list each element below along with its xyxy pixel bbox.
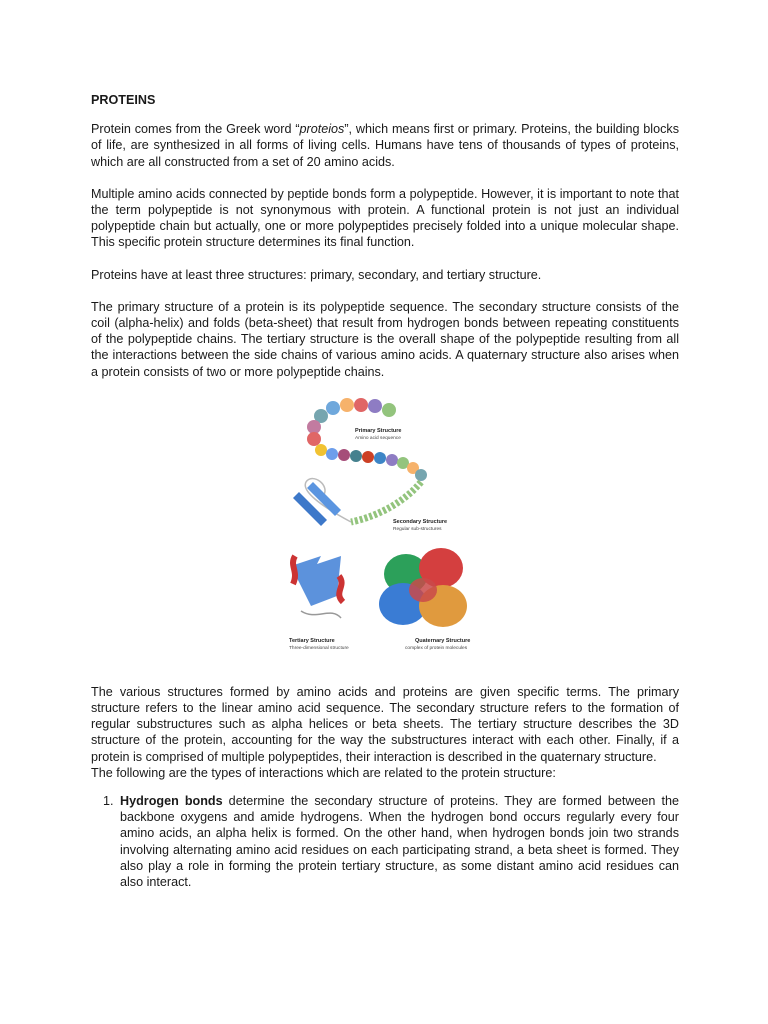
quaternary-structure-model xyxy=(379,548,467,627)
interactions-list xyxy=(91,793,679,890)
bead xyxy=(354,398,368,412)
paragraph-interactions-intro: The following are the types of interactions which are related to the protein structure: xyxy=(91,765,556,780)
bead xyxy=(362,451,374,463)
bead xyxy=(374,452,386,464)
bead xyxy=(307,420,321,434)
greek-word: proteios xyxy=(299,122,345,137)
bead xyxy=(350,450,362,462)
quaternary-structure-label: Quaternary Structure xyxy=(415,637,471,644)
primary-structure-sublabel: Amino acid sequence xyxy=(355,435,401,441)
document-page xyxy=(91,92,679,890)
paragraph-structure-terms: The various structures formed by amino acids and proteins are given specific terms. The primary structure refers to the linear amino acid sequence. The secondary structure refers to the formation of regular substructures such as alpha helices or beta sheets. The tertiary structure describes the 3D structure of the protein, accounting for the way the substructures interact with each other. Finally, if a protein is comprised of multiple polypeptides, their interaction is described in the quaternary structure. xyxy=(91,684,679,764)
tertiary-structure-sublabel: Three-dimensional structure xyxy=(289,645,349,651)
bead xyxy=(382,403,396,417)
bead xyxy=(338,449,350,461)
bead xyxy=(326,448,338,460)
bead xyxy=(386,454,398,466)
bead xyxy=(326,401,340,415)
secondary-structure-label: Secondary Structure xyxy=(393,518,448,525)
alpha-helix xyxy=(351,482,421,522)
tertiary-structure-model xyxy=(291,556,343,618)
bead xyxy=(315,444,327,456)
bead xyxy=(415,469,427,481)
paragraph-polypeptide: Multiple amino acids connected by peptide bonds form a polypeptide. However, it is important to note that the term polypeptide is not synonymous with protein. A functional protein is not just an individual polypeptide chain but actually, one or more polypeptides precisely folded into a unique molecular shape. This specific protein structure determines its final function. xyxy=(91,186,679,250)
paragraph-intro xyxy=(91,121,679,170)
paragraph-structure-levels: The primary structure of a protein is its polypeptide sequence. The secondary structure consists of the coil (alpha-helix) and folds (beta-sheet) that result from hydrogen bonds between repeating constituents of the polypeptide chains. The tertiary structure is the overall shape of the polypeptide resulting from all the interactions between the side chains of various amino acids. A quaternary structure also arises when a protein consists of two or more polypeptide chains. xyxy=(91,299,679,379)
bead xyxy=(340,398,354,412)
bead xyxy=(307,432,321,446)
protein-structure-figure xyxy=(91,396,679,668)
page-title: PROTEINS xyxy=(91,93,156,107)
protein-structure-illustration xyxy=(281,396,491,658)
list-item-term: Hydrogen bonds xyxy=(120,794,223,809)
list-item xyxy=(117,793,679,890)
quaternary-structure-sublabel: complex of protein molecules xyxy=(405,645,468,651)
paragraph-structures-intro: Proteins have at least three structures: primary, secondary, and tertiary structure. xyxy=(91,267,542,282)
bead xyxy=(368,399,382,413)
list-item-text: determine the secondary structure of proteins. They are formed between the backbone oxygens and amide hydrogens. When the hydrogen bond occurs regularly every four amino acids, an alpha helix is formed. On the other hand, when hydrogen bonds join two strands involving alternating amino acid residues on each participating strand, a beta sheet is formed. They also play a role in forming the protein tertiary structure, as some distant amino acid residues can also interact. xyxy=(120,794,679,890)
primary-structure-label: Primary Structure xyxy=(355,427,402,434)
tertiary-structure-label: Tertiary Structure xyxy=(289,637,335,644)
secondary-structure-sublabel: Regular sub-structures xyxy=(393,526,442,532)
paragraph-intro-before: Protein comes from the Greek word “ xyxy=(91,122,300,137)
paragraph-intro-after: ”, which means first or primary. Proteins, the building blocks of life, are synthesized in all forms of living cells. Humans have tens of thousands of types of proteins, which are all constructed from a set of 20 amino acids. xyxy=(91,122,679,169)
